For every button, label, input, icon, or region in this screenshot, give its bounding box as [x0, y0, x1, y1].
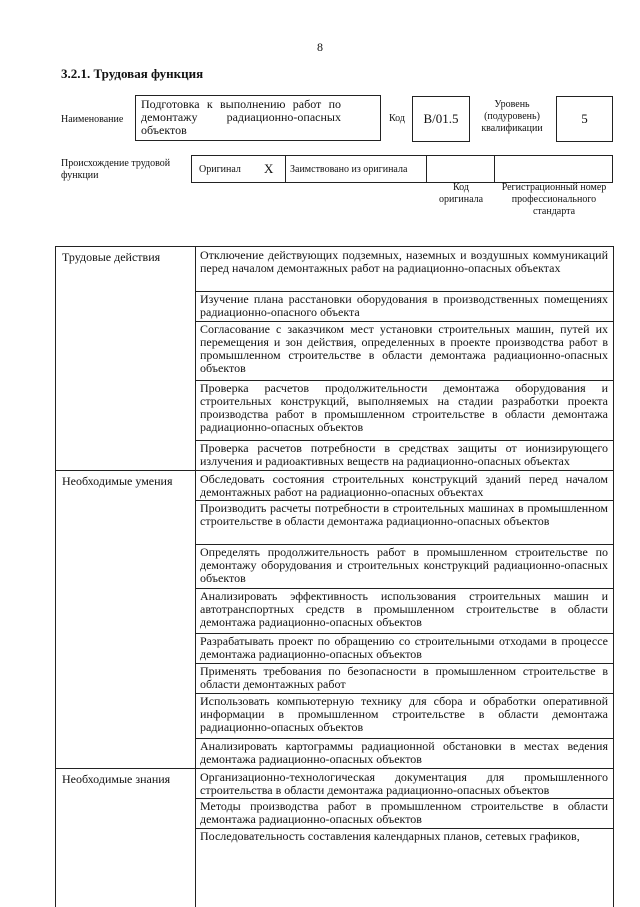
section-label-skills: Необходимые умения — [62, 474, 173, 488]
name-label: Наименование — [61, 114, 124, 125]
function-table — [55, 246, 614, 907]
column-divider — [195, 247, 196, 907]
reg-number-caption: Регистрационный номер профессионального стандарта — [501, 182, 607, 217]
code-box — [412, 96, 470, 142]
list-item: Проверка расчетов потребности в средствах защиты от ионизирующего излучения и радиоактивных веществ на радиационно-опасных объектах — [200, 441, 608, 468]
borrowed-label: Заимствовано из оригинала — [290, 164, 408, 175]
list-item: Методы производства работ в промышленном строительстве в области демонтажа радиационно-опасных объектов — [200, 799, 608, 826]
code-value: B/01.5 — [423, 111, 459, 126]
page-number: 8 — [317, 40, 323, 54]
list-item: Обследовать состояния строительных конструкций зданий перед началом демонтажных работ на радиационно-опасных объектах — [200, 472, 608, 499]
code-label: Код — [389, 113, 405, 124]
original-label: Оригинал — [199, 164, 241, 175]
section-title: 3.2.1. Трудовая функция — [61, 66, 204, 81]
list-item: Организационно-технологическая документация для промышленного строительства в области демонтажа радиационно-опасных объектов — [200, 770, 608, 797]
list-item: Анализировать эффективность использования строительных машин и автотранспортных средств в промышленном строительстве в области демонтажа радиационно-опасных объектов — [200, 589, 608, 629]
section-label-knowledge: Необходимые знания — [62, 772, 171, 786]
origin-table — [191, 155, 613, 183]
code-original-caption: Код оригинала — [438, 182, 484, 205]
name-box — [135, 95, 381, 141]
list-item: Согласование с заказчиком мест установки строительных машин, путей их перемещения и зон действия, определенных в проекте производства работ в промышленном строительстве в области демонтажа радиационно-опасных объектов — [200, 322, 608, 375]
list-item: Разрабатывать проект по обращению со строительными отходами в процессе демонтажа радиационно-опасных объектов — [200, 634, 608, 661]
list-item: Последовательность составления календарных планов, сетевых графиков, — [200, 829, 580, 843]
section-label-actions: Трудовые действия — [62, 250, 161, 264]
origin-divider-1 — [285, 156, 286, 182]
list-item: Проверка расчетов продолжительности демонтажа оборудования и строительных конструкций, выполняемых на стадии разработки проекта производства работ в промышленном строительстве в области демонтажа радиационно-опасных объектов — [200, 381, 608, 434]
name-value: Подготовка к выполнению работ по демонтажу радиационно-опасных объектов — [141, 97, 341, 137]
list-item: Анализировать картограммы радиационной обстановки в местах ведения демонтажа радиационно-опасных объектов — [200, 739, 608, 766]
level-box — [556, 96, 613, 142]
list-item: Изучение плана расстановки оборудования в производственных помещениях радиационно-опасного объекта — [200, 292, 608, 319]
list-item: Использовать компьютерную технику для сбора и обработки оперативной информации в промышленном строительстве в области демонтажа радиационно-опасных объектов — [200, 694, 608, 734]
list-item: Отключение действующих подземных, наземных и воздушных коммуникаций перед началом демонтажных работ на радиационно-опасных объектах — [200, 248, 608, 275]
section-divider — [56, 768, 613, 769]
origin-divider-2 — [426, 156, 427, 182]
list-item: Производить расчеты потребности в строительных машинах в промышленном строительстве в области демонтажа радиационно-опасных объектов — [200, 501, 608, 528]
origin-divider-3 — [494, 156, 495, 182]
origin-label: Происхождение трудовой функции — [61, 158, 171, 181]
list-item: Применять требования по безопасности в промышленном строительстве в области демонтажных работ — [200, 664, 608, 691]
section-divider — [56, 470, 613, 471]
level-label: Уровень (подуровень) квалификации — [481, 99, 543, 134]
list-item: Определять продолжительность работ в промышленном строительстве по демонтажу оборудования и строительных конструкций радиационно-опасных объектов — [200, 545, 608, 585]
level-value: 5 — [581, 111, 588, 126]
original-mark: X — [264, 161, 274, 176]
